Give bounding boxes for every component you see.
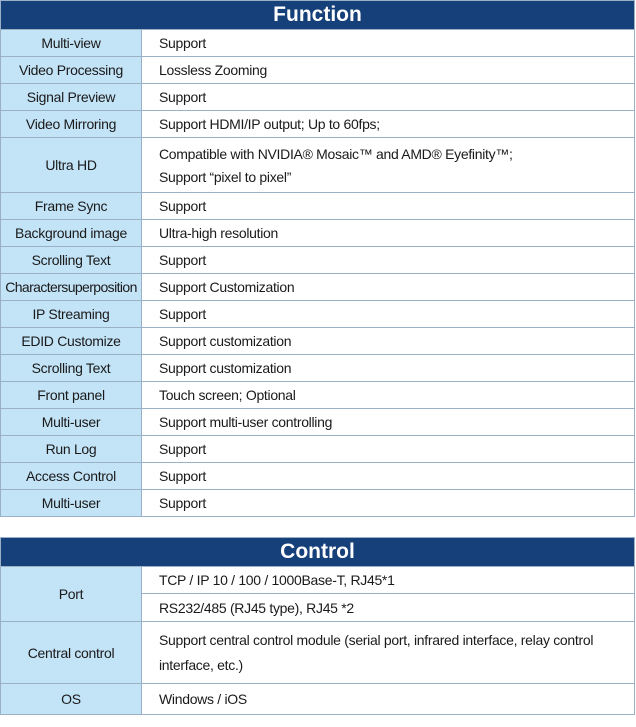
row-value: Support Customization xyxy=(142,274,635,301)
table-row xyxy=(1,274,635,301)
row-value: Support xyxy=(142,301,635,328)
table-row xyxy=(1,463,635,490)
table-row xyxy=(1,111,635,138)
table-row xyxy=(1,84,635,111)
row-label: EDID Customize xyxy=(1,328,142,355)
table-row xyxy=(1,622,635,684)
row-value: Support xyxy=(142,247,635,274)
row-label: Ultra HD xyxy=(1,138,142,193)
row-value-line: Support “pixel to pixel” xyxy=(159,168,292,185)
row-label: OS xyxy=(1,684,142,715)
row-value-line: interface, etc.) xyxy=(159,656,243,673)
row-label: Multi-user xyxy=(1,409,142,436)
row-label: Scrolling Text xyxy=(1,247,142,274)
row-value: Touch screen; Optional xyxy=(142,382,635,409)
row-value: Support xyxy=(142,463,635,490)
row-label: Charactersuperposition xyxy=(1,274,142,301)
row-value: Support xyxy=(142,84,635,111)
row-label: Video Processing xyxy=(1,57,142,84)
table-row xyxy=(1,247,635,274)
row-value: Support multi-user controlling xyxy=(142,409,635,436)
row-value: Support customization xyxy=(142,328,635,355)
row-value: Ultra-high resolution xyxy=(142,220,635,247)
table-row xyxy=(1,436,635,463)
row-value xyxy=(142,622,635,684)
table-row xyxy=(1,355,635,382)
function-title: Function xyxy=(1,1,635,30)
control-table xyxy=(0,537,635,715)
control-title: Control xyxy=(1,538,635,567)
row-value-line: Compatible with NVIDIA® Mosaic™ and AMD® Eyefinity™; xyxy=(159,145,513,162)
row-label: Access Control xyxy=(1,463,142,490)
table-row xyxy=(1,30,635,57)
table-row xyxy=(1,490,635,517)
table-row xyxy=(1,684,635,715)
table-row xyxy=(1,138,635,193)
row-value: Support customization xyxy=(142,355,635,382)
row-label: Central control xyxy=(1,622,142,684)
row-label: Background image xyxy=(1,220,142,247)
row-label: Scrolling Text xyxy=(1,355,142,382)
row-label: IP Streaming xyxy=(1,301,142,328)
row-value: Support xyxy=(142,193,635,220)
row-value: Support xyxy=(142,436,635,463)
row-value: TCP / IP 10 / 100 / 1000Base-T, RJ45*1 xyxy=(142,567,635,594)
row-value xyxy=(142,138,635,193)
table-row xyxy=(1,193,635,220)
row-label: Frame Sync xyxy=(1,193,142,220)
row-value: Support xyxy=(142,30,635,57)
row-label: Port xyxy=(1,567,142,622)
row-value-line: Support central control module (serial port, infrared interface, relay control xyxy=(159,631,594,648)
row-label: Signal Preview xyxy=(1,84,142,111)
row-value: Windows / iOS xyxy=(142,684,635,715)
row-label: Front panel xyxy=(1,382,142,409)
table-row xyxy=(1,328,635,355)
table-row xyxy=(1,220,635,247)
row-value: RS232/485 (RJ45 type), RJ45 *2 xyxy=(142,594,635,622)
row-value: Lossless Zooming xyxy=(142,57,635,84)
row-label: Multi-view xyxy=(1,30,142,57)
table-row xyxy=(1,301,635,328)
table-row xyxy=(1,409,635,436)
row-label: Video Mirroring xyxy=(1,111,142,138)
row-value: Support xyxy=(142,490,635,517)
row-label: Multi-user xyxy=(1,490,142,517)
table-row xyxy=(1,57,635,84)
row-label: Run Log xyxy=(1,436,142,463)
table-row xyxy=(1,382,635,409)
table-row xyxy=(1,567,635,594)
row-value: Support HDMI/IP output; Up to 60fps; xyxy=(142,111,635,138)
